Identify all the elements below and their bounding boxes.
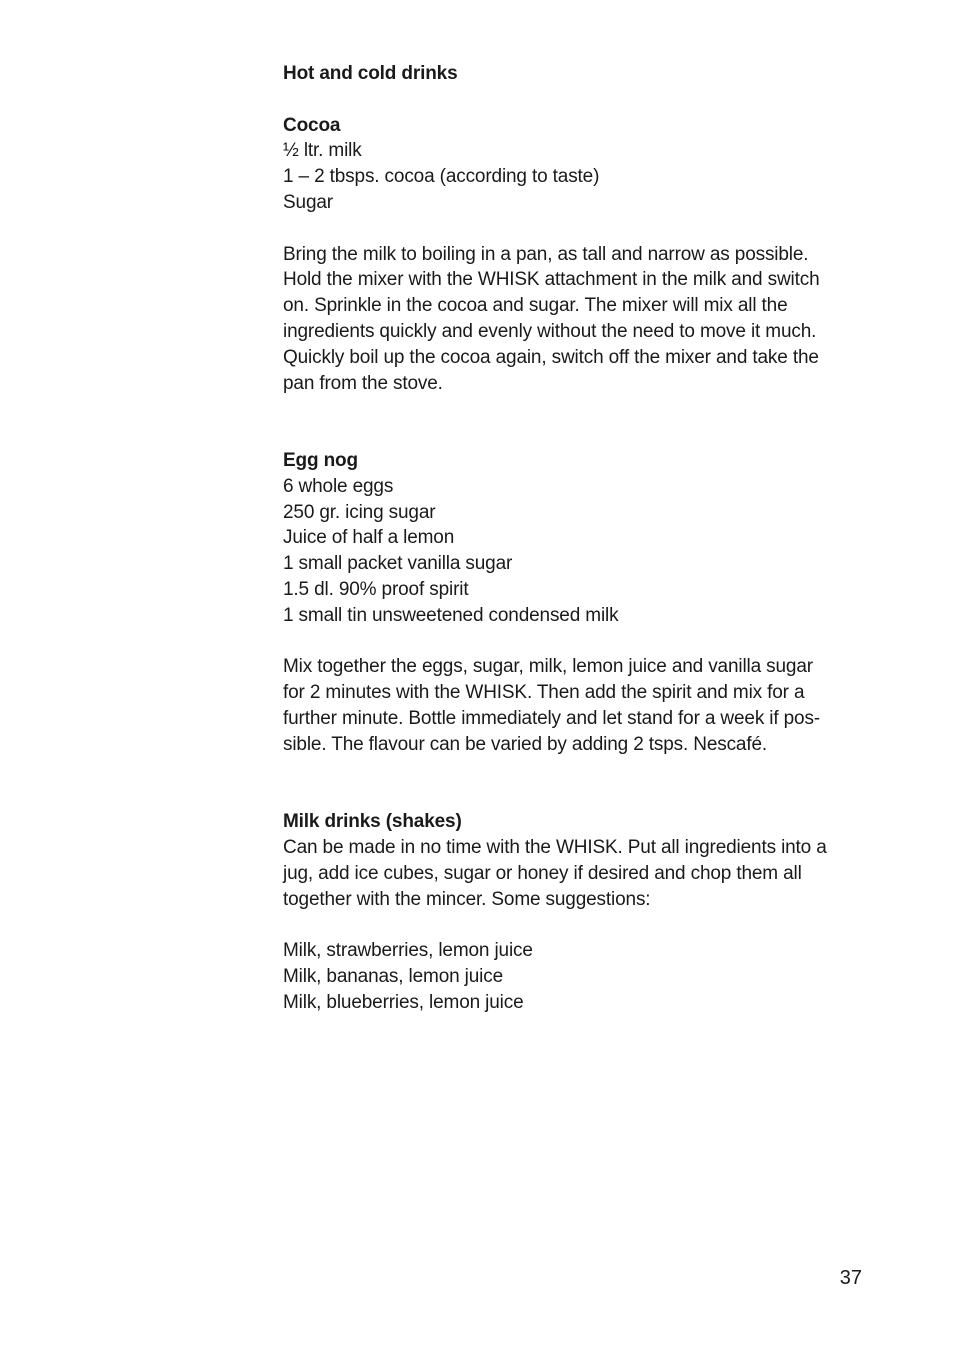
ingredient-item: ½ ltr. milk: [283, 140, 362, 162]
page-number: 37: [839, 1267, 862, 1289]
ingredient-item: 1 – 2 tbsps. cocoa (according to taste): [283, 166, 600, 188]
recipe-instructions: [283, 654, 873, 757]
ingredient-item: Sugar: [283, 191, 333, 213]
recipe-heading-egg-nog: Egg nog: [283, 449, 358, 471]
recipe-instructions: [283, 835, 873, 912]
instruction-line: sible. The flavour can be varied by adding 2 tsps. Nescafé.: [283, 733, 768, 755]
instruction-line: Mix together the eggs, sugar, milk, lemon juice and vanilla sugar: [283, 656, 813, 678]
suggestion-item: Milk, bananas, lemon juice: [283, 965, 503, 987]
instruction-line: Bring the milk to boiling in a pan, as tall and narrow as possible.: [283, 243, 809, 265]
instruction-line: jug, add ice cubes, sugar or honey if desired and chop them all: [283, 862, 802, 884]
instruction-line: together with the mincer. Some suggestions:: [283, 888, 651, 910]
instruction-line: Quickly boil up the cocoa again, switch off the mixer and take the: [283, 346, 819, 368]
document-body: [283, 61, 873, 1015]
ingredient-item: 1 small packet vanilla sugar: [283, 553, 513, 575]
instruction-line: for 2 minutes with the WHISK. Then add the spirit and mix for a: [283, 682, 805, 704]
ingredient-item: 1.5 dl. 90% proof spirit: [283, 578, 469, 600]
ingredient-list: [283, 474, 873, 629]
recipe-heading-milk-drinks: Milk drinks (shakes): [283, 811, 462, 833]
ingredient-item: 6 whole eggs: [283, 475, 394, 497]
instruction-line: Can be made in no time with the WHISK. Put all ingredients into a: [283, 836, 827, 858]
recipe-heading-cocoa: Cocoa: [283, 114, 341, 136]
recipe-cocoa: [283, 113, 873, 397]
ingredient-list: [283, 138, 873, 215]
page-title: Hot and cold drinks: [283, 63, 458, 84]
suggestion-list: [283, 938, 873, 1015]
instruction-line: on. Sprinkle in the cocoa and sugar. The mixer will mix all the: [283, 295, 788, 317]
instruction-line: ingredients quickly and evenly without the need to move it much.: [283, 320, 817, 342]
recipe-egg-nog: [283, 448, 873, 758]
suggestion-item: Milk, strawberries, lemon juice: [283, 940, 533, 962]
instruction-line: pan from the stove.: [283, 372, 443, 394]
ingredient-item: Juice of half a lemon: [283, 527, 455, 549]
instruction-line: Hold the mixer with the WHISK attachment in the milk and switch: [283, 269, 820, 291]
ingredient-item: 250 gr. icing sugar: [283, 501, 436, 523]
suggestion-item: Milk, blueberries, lemon juice: [283, 991, 524, 1013]
recipe-instructions: [283, 242, 873, 397]
instruction-line: further minute. Bottle immediately and let stand for a week if pos-: [283, 707, 820, 729]
recipe-milk-drinks: [283, 809, 873, 1015]
ingredient-item: 1 small tin unsweetened condensed milk: [283, 604, 619, 626]
